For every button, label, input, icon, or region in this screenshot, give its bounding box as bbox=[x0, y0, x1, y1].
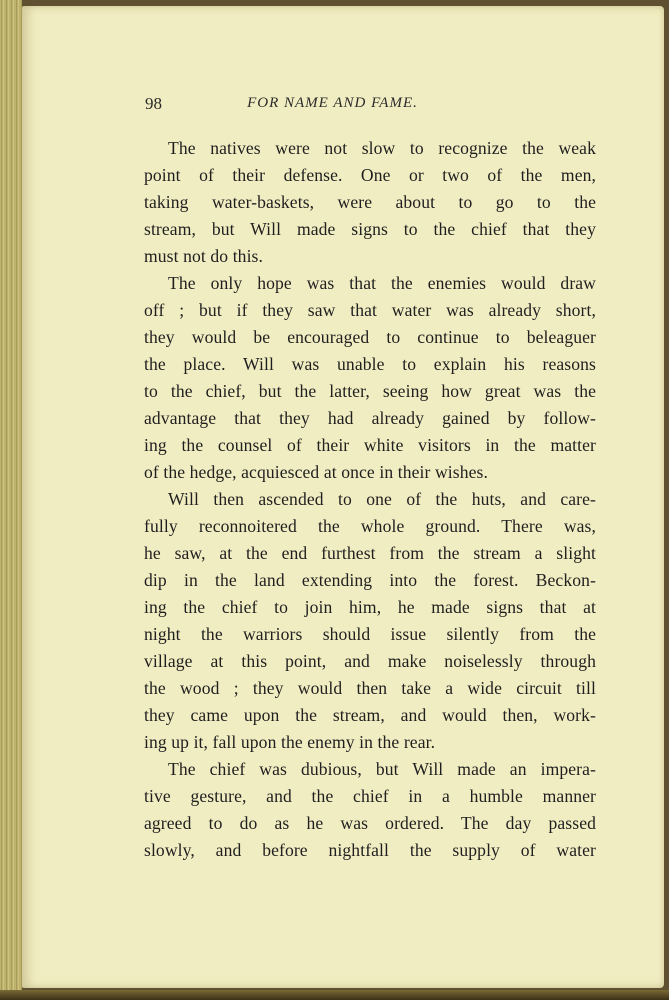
text-line: fully reconnoitered the whole ground. There was, bbox=[144, 516, 596, 536]
text-line: they would be encouraged to continue to beleaguer bbox=[144, 327, 596, 347]
page-header bbox=[145, 94, 520, 120]
text-line: Will then ascended to one of the huts, and care- bbox=[168, 489, 596, 509]
text-line: he saw, at the end furthest from the stream a slight bbox=[144, 543, 596, 563]
page-edges bbox=[0, 0, 22, 1000]
book-page bbox=[22, 6, 664, 988]
text-line: night the warriors should issue silently from the bbox=[144, 624, 596, 644]
running-title: FOR NAME AND FAME. bbox=[247, 95, 418, 111]
text-line: tive gesture, and the chief in a humble manner bbox=[144, 786, 596, 806]
text-line: slowly, and before nightfall the supply of water bbox=[144, 840, 596, 860]
text-line: The only hope was that the enemies would draw bbox=[168, 273, 596, 293]
text-line: The natives were not slow to recognize the weak bbox=[168, 138, 596, 158]
text-line: taking water-baskets, were about to go to the bbox=[144, 192, 596, 212]
text-line: point of their defense. One or two of the men, bbox=[144, 165, 596, 185]
text-line: stream, but Will made signs to the chief that they bbox=[144, 219, 596, 239]
book-bottom-edge bbox=[0, 990, 669, 1000]
text-line: dip in the land extending into the forest. Beckon- bbox=[144, 570, 596, 590]
text-line: they came upon the stream, and would then, work- bbox=[144, 705, 596, 725]
text-line: of the hedge, acquiesced at once in their wishes. bbox=[144, 462, 488, 482]
text-line: off ; but if they saw that water was already short, bbox=[144, 300, 596, 320]
text-line: ing the counsel of their white visitors in the matter bbox=[144, 435, 596, 455]
text-line: to the chief, but the latter, seeing how great was the bbox=[144, 381, 596, 401]
text-line: agreed to do as he was ordered. The day passed bbox=[144, 813, 596, 833]
text-line: village at this point, and make noiselessly through bbox=[144, 651, 596, 671]
text-line: The chief was dubious, but Will made an impera- bbox=[168, 759, 596, 779]
body-text bbox=[144, 135, 596, 864]
text-line: the place. Will was unable to explain his reasons bbox=[144, 354, 596, 374]
text-line: must not do this. bbox=[144, 246, 264, 266]
page-number: 98 bbox=[145, 94, 162, 113]
text-line: ing up it, fall upon the enemy in the rear. bbox=[144, 732, 436, 752]
text-line: advantage that they had already gained by follow- bbox=[144, 408, 596, 428]
text-line: ing the chief to join him, he made signs that at bbox=[144, 597, 596, 617]
text-line: the wood ; they would then take a wide circuit till bbox=[144, 678, 596, 698]
